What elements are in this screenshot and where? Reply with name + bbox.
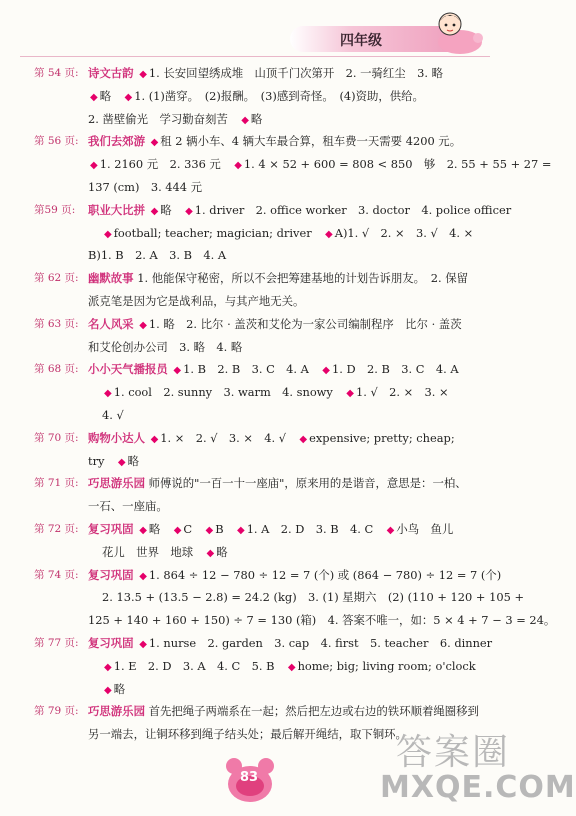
diamond-bullet-icon: ◆ [104, 228, 112, 240]
answer-continuation [0, 108, 556, 131]
answer-text: ◆ 1. B 2. B 3. C 4. A ◆ 1. D 2. B 3. C 4. A [173, 362, 459, 377]
page-ref: 第 54 页: [34, 67, 79, 79]
diamond-bullet-icon: ◆ [104, 661, 112, 673]
page-ref: 第 70 页: [34, 431, 79, 444]
answer-continuation [0, 85, 556, 108]
answer-continuation [0, 290, 556, 313]
answer-text: 花儿 世界 地球 ◆ 略 [102, 544, 228, 559]
section-title: 名人风采 [88, 316, 134, 331]
answer-continuation [0, 586, 556, 609]
diamond-bullet-icon: ◆ [150, 433, 159, 445]
answer-continuation [0, 244, 556, 267]
answer-text: 师傅说的"一百一十一座庙"，原来用的是谐音，意思是：一柏、 [148, 476, 467, 491]
answer-text: ◆ 1. cool 2. sunny 3. warm 4. snowy ◆ 1. √ 2. × 3. × [104, 385, 449, 400]
section-title: 复习巩固 [88, 567, 134, 582]
answer-text: 1. 他能保守秘密，所以不会把筹建基地的计划告诉朋友。 2. 保留 [137, 271, 469, 286]
answer-row [0, 518, 556, 541]
answer-text: ◆ 1. × 2. √ 3. × 4. √ ◆ expensive; pretty; cheap; [150, 430, 455, 445]
answer-continuation [0, 381, 556, 404]
diamond-bullet-icon: ◆ [90, 91, 98, 103]
answer-text: 另一端去，让铜环移到绳子结头处；最后解开绳结，取下铜环。 [88, 727, 407, 742]
diamond-bullet-icon: ◆ [150, 137, 159, 149]
answer-continuation [0, 609, 556, 632]
grade-label: 四年级 [340, 33, 382, 49]
page-ref: 第 56 页: [34, 135, 79, 148]
answer-text: ◆ 1. 864 ÷ 12 − 780 ÷ 12 = 7 (个) 或 (864 − 780) ÷ 12 = 7 (个) [139, 567, 502, 582]
page-ref: 第 77 页: [34, 636, 79, 649]
section-title: 复习巩固 [88, 521, 134, 536]
answer-text: B)1. B 2. A 3. B 4. A [88, 248, 227, 263]
answer-row [0, 427, 556, 450]
answer-text: ◆ football; teacher; magician; driver ◆ A)1. √ 2. × 3. √ 4. × [104, 225, 474, 240]
answer-text: 2. 13.5 + (13.5 − 2.8) = 24.2 (kg) 3. (1) 星期六 (2) (110 + 120 + 105 + [102, 590, 524, 605]
watermark-url: MXQE.COM [380, 770, 576, 805]
section-title: 诗文古韵 [88, 66, 134, 80]
diamond-bullet-icon: ◆ [139, 570, 147, 582]
section-title: 小小天气播报员 [88, 362, 168, 377]
section-title: 幽默故事 [88, 271, 134, 286]
diamond-bullet-icon: ◆ [90, 160, 98, 172]
answer-row [0, 199, 556, 222]
answer-text: ◆ 略 [104, 681, 126, 696]
answer-continuation [0, 153, 556, 176]
answer-text: 4. √ [102, 407, 124, 422]
answer-row [0, 313, 556, 336]
answer-text: 一石、一座庙。 [88, 499, 168, 514]
diamond-bullet-icon: ◆ [322, 365, 330, 377]
answer-text: ◆ 1. 长安回望绣成堆 山顶千门次第开 2. 一骑红尘 3. 略 [139, 66, 443, 80]
diamond-bullet-icon: ◆ [139, 638, 147, 650]
diamond-bullet-icon: ◆ [386, 524, 395, 536]
diamond-bullet-icon: ◆ [234, 160, 242, 172]
answer-continuation [0, 541, 556, 564]
answer-text: try ◆ 略 [88, 453, 139, 468]
section-title: 巧思游乐园 [88, 476, 145, 491]
diamond-bullet-icon: ◆ [241, 114, 249, 126]
page-ref: 第 74 页: [34, 568, 79, 581]
diamond-bullet-icon: ◆ [117, 456, 126, 468]
page-ref: 第 72 页: [34, 522, 79, 535]
diamond-bullet-icon: ◆ [205, 524, 214, 536]
diamond-bullet-icon: ◆ [124, 91, 133, 103]
cartoon-girl-icon [420, 4, 492, 60]
answer-text: 137 (cm) 3. 444 元 [88, 179, 203, 194]
diamond-bullet-icon: ◆ [206, 547, 215, 559]
answer-continuation [0, 176, 556, 199]
answer-row [0, 358, 556, 381]
watermark-text: 答案圈 [396, 732, 511, 773]
diamond-bullet-icon: ◆ [104, 684, 112, 696]
answer-list [0, 62, 556, 746]
answer-continuation [0, 222, 556, 245]
answer-row [0, 472, 556, 495]
section-title: 巧思游乐园 [88, 704, 145, 719]
diamond-bullet-icon: ◆ [185, 205, 193, 217]
page-ref: 第 62 页: [34, 272, 79, 285]
section-title: 购物小达人 [88, 430, 145, 445]
answer-text: 派克笔是因为它是战利品，与其产地无关。 [88, 293, 305, 308]
answer-row [0, 62, 556, 85]
answer-row [0, 632, 556, 655]
answer-row [0, 130, 556, 153]
section-title: 职业大比拼 [88, 202, 145, 217]
diamond-bullet-icon: ◆ [150, 205, 159, 217]
diamond-bullet-icon: ◆ [104, 388, 112, 400]
answer-text: ◆ 略 ◆ 1. driver 2. office worker 3. doctor 4. police officer [150, 202, 512, 217]
answer-continuation [0, 495, 556, 518]
diamond-bullet-icon: ◆ [139, 524, 147, 536]
answer-continuation [0, 678, 556, 701]
diamond-bullet-icon: ◆ [287, 661, 296, 673]
answer-text: ◆ 1. nurse 2. garden 3. cap 4. first 5. teacher 6. dinner [139, 635, 493, 650]
answer-row [0, 700, 556, 723]
page-ref: 第 71 页: [34, 477, 79, 490]
answer-continuation [0, 655, 556, 678]
answer-text: ◆ 租 2 辆小车、4 辆大车最合算，租车费一天需要 4200 元。 [150, 134, 462, 149]
diamond-bullet-icon: ◆ [173, 524, 182, 536]
answer-row [0, 267, 556, 290]
diamond-bullet-icon: ◆ [299, 433, 308, 445]
answer-continuation [0, 336, 556, 359]
diamond-bullet-icon: ◆ [139, 319, 147, 331]
diamond-bullet-icon: ◆ [173, 365, 182, 377]
section-title: 复习巩固 [88, 635, 134, 650]
diamond-bullet-icon: ◆ [236, 524, 245, 536]
answer-text: 和艾伦创办公司 3. 略 4. 略 [88, 339, 243, 354]
page-ref: 第 68 页: [34, 363, 79, 376]
answer-text: ◆ 略 ◆ C ◆ B ◆ 1. A 2. D 3. B 4. C ◆ 小鸟 鱼儿 [139, 521, 454, 536]
answer-text: ◆ 略 ◆ 1. (1)凿穿。 (2)报酬。 (3)感到奇怪。 (4)资助，供给。 [90, 88, 424, 103]
section-title: 我们去郊游 [88, 134, 145, 149]
answer-continuation [0, 404, 556, 427]
answer-text: ◆ 1. 略 2. 比尔 · 盖茨和艾伦为一家公司编制程序 比尔 · 盖茨 [139, 316, 462, 331]
diamond-bullet-icon: ◆ [325, 228, 333, 240]
page-ref: 第 79 页: [34, 705, 79, 718]
diamond-bullet-icon: ◆ [346, 388, 354, 400]
answer-text: 首先把绳子两端系在一起；然后把左边或右边的铁环顺着绳圈移到 [148, 704, 479, 719]
page-ref: 第59 页: [34, 203, 76, 216]
answer-text: 2. 凿壁偷光 学习勤奋刻苦 ◆ 略 [88, 111, 263, 126]
answer-text: 125 + 140 + 160 + 150) ÷ 7 = 130 (箱) 4. 答案不唯一，如：5 × 4 + 7 − 3 = 24。 [88, 613, 556, 628]
diamond-bullet-icon: ◆ [139, 69, 147, 80]
answer-text: ◆ 1. E 2. D 3. A 4. C 5. B ◆ home; big; living room; o'clock [104, 658, 476, 673]
answer-row [0, 564, 556, 587]
answer-continuation [0, 450, 556, 473]
page-number: 83 [239, 770, 259, 785]
answer-text: ◆ 1. 2160 元 2. 336 元 ◆ 1. 4 × 52 + 600 = 808 < 850 够 2. 55 + 55 + 27 = [90, 157, 552, 172]
page-ref: 第 63 页: [34, 317, 79, 330]
